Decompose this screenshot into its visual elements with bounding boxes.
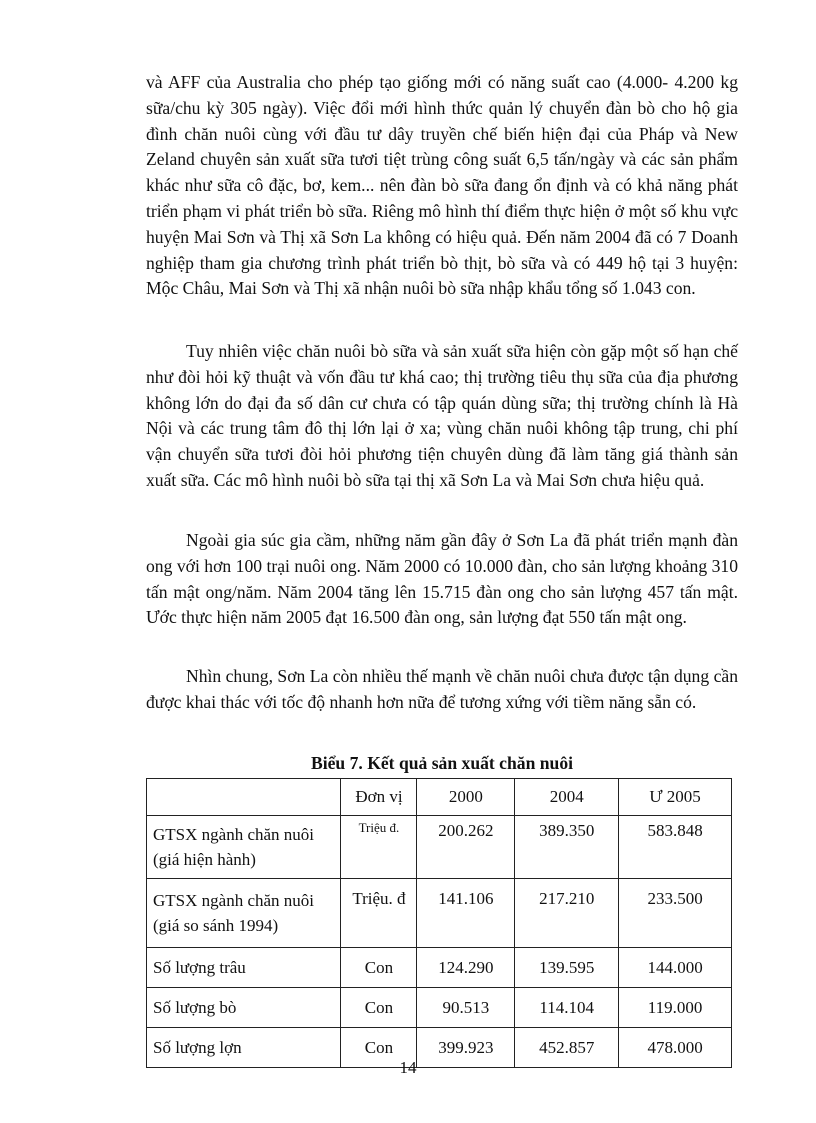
header-blank [147,779,341,816]
value-2004: 389.350 [515,816,619,879]
row-unit: Triệu. đ [341,879,417,948]
paragraph-text: Nhìn chung, Sơn La còn nhiều thế mạnh về chăn nuôi chưa được tận dụng cần được khai thác với tốc độ nhanh hơn nữa để tương xứng với tiềm năng sẵn có. [146,666,738,712]
paragraph-conclusion [146,664,738,716]
table-row [147,988,732,1028]
table-row [147,948,732,988]
value-2005: 478.000 [619,1028,732,1068]
paragraph-dairy-limitations [146,339,738,494]
row-unit: Triệu đ. [341,816,417,879]
value-2000: 200.262 [417,816,515,879]
value-2005: 119.000 [619,988,732,1028]
table-header-row [147,779,732,816]
value-2004: 452.857 [515,1028,619,1068]
header-2005: Ư 2005 [619,779,732,816]
value-2004: 139.595 [515,948,619,988]
header-2004: 2004 [515,779,619,816]
row-label: GTSX ngành chăn nuôi (giá so sánh 1994) [147,879,341,948]
header-unit: Đơn vị [341,779,417,816]
paragraph-beekeeping [146,528,738,631]
paragraph-text: Tuy nhiên việc chăn nuôi bò sữa và sản xuất sữa hiện còn gặp một số hạn chế như đòi hỏi kỹ thuật và vốn đầu tư khá cao; thị trường tiêu thụ sữa của địa phương không lớn do đại đa số dân cư chưa có tập quán dùng sữa; thị trường chính là Hà Nội và các trung tâm đô thị lớn lại ở xa; vùng chăn nuôi không tập trung, chi phí vận chuyển sữa tươi đòi hỏi phương tiện chuyên dùng đã làm tăng giá thành sản xuất sữa. Các mô hình nuôi bò sữa tại thị xã Sơn La và Mai Sơn chưa hiệu quả. [146,341,738,490]
paragraph-text: và AFF của Australia cho phép tạo giống mới có năng suất cao (4.000- 4.200 kg sữa/chu kỳ 305 ngày). Việc đổi mới hình thức quản lý chuyển đàn bò cho hộ gia đình chăn nuôi cùng với đầu tư dây truyền chế biến hiện đại của Pháp và New Zeland chuyên sản xuất sữa tươi tiệt trùng công suất 6,5 tấn/ngày và các sản phẩm khác như sữa cô đặc, bơ, kem... nên đàn bò sữa đang ổn định và có khả năng phát triển phạm vi phát triển bò sữa. Riêng mô hình thí điểm thực hiện ở một số khu vực huyện Mai Sơn và Thị xã Sơn La không có hiệu quả. Đến năm 2004 đã có 7 Doanh nghiệp tham gia chương trình phát triển bò thịt, bò sữa và có 449 hộ tại 3 huyện: Mộc Châu, Mai Sơn và Thị xã nhận nuôi bò sữa nhập khẩu tổng số 1.043 con. [146,72,738,299]
value-2000: 90.513 [417,988,515,1028]
value-2005: 144.000 [619,948,732,988]
row-unit: Con [341,948,417,988]
table-caption: Biểu 7. Kết quả sản xuất chăn nuôi [310,753,574,773]
table-row [147,879,732,948]
page-number: 14 [399,1058,417,1077]
value-2000: 141.106 [417,879,515,948]
livestock-results-table [146,778,732,1068]
row-label: Số lượng lợn [147,1028,341,1068]
value-2000: 399.923 [417,1028,515,1068]
row-label: GTSX ngành chăn nuôi (giá hiện hành) [147,816,341,879]
table-row [147,816,732,879]
row-unit: Con [341,988,417,1028]
row-label: Số lượng bò [147,988,341,1028]
paragraph-dairy-development [146,70,738,302]
value-2005: 233.500 [619,879,732,948]
value-2000: 124.290 [417,948,515,988]
value-2005: 583.848 [619,816,732,879]
paragraph-text: Ngoài gia súc gia cầm, những năm gần đây ở Sơn La đã phát triển mạnh đàn ong với hơn 100 trại nuôi ong. Năm 2000 có 10.000 đàn, cho sản lượng khoảng 310 tấn mật ong/năm. Năm 2004 tăng lên 15.715 đàn ong cho sản lượng 457 tấn mật. Ước thực hiện năm 2005 đạt 16.500 đàn ong, sản lượng đạt 550 tấn mật ong. [146,530,738,628]
value-2004: 114.104 [515,988,619,1028]
header-2000: 2000 [417,779,515,816]
row-label: Số lượng trâu [147,948,341,988]
value-2004: 217.210 [515,879,619,948]
row-unit: Con [341,1028,417,1068]
